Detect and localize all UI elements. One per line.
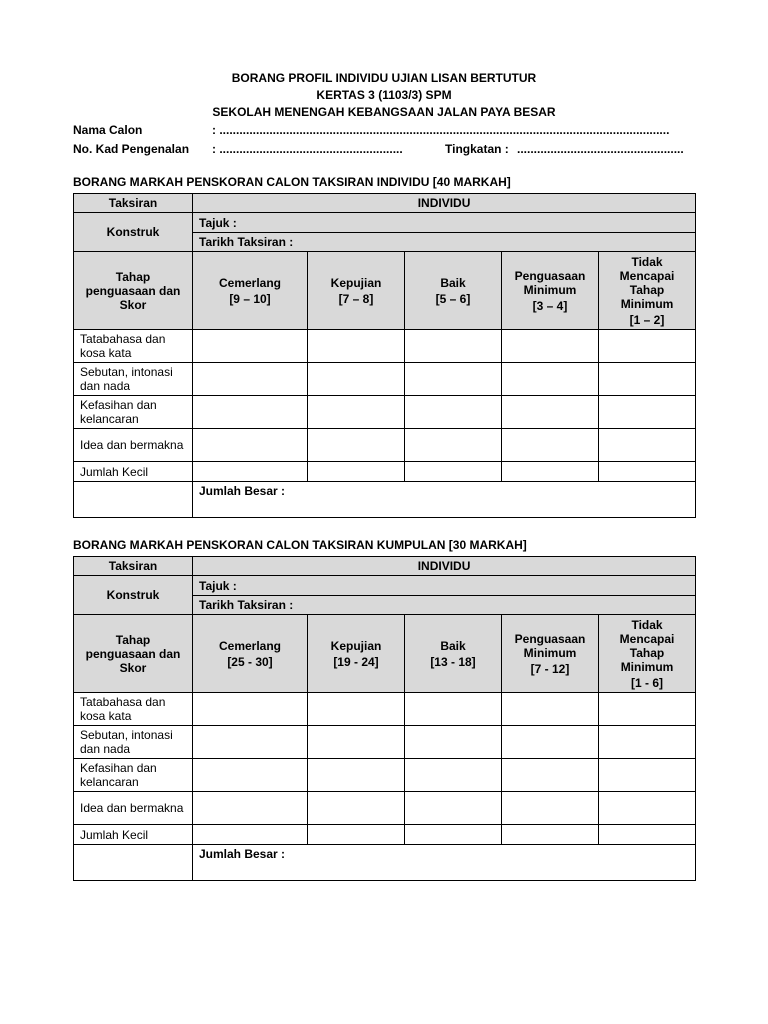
score-cell[interactable]: [193, 330, 308, 363]
score-cell[interactable]: [308, 396, 405, 429]
score-cell[interactable]: [599, 330, 696, 363]
level-tidak-mencapai: Tidak Mencapai Tahap Minimum [1 - 6]: [599, 615, 696, 693]
level-penguasaan-minimum: Penguasaan Minimum [3 – 4]: [502, 252, 599, 330]
header-school: SEKOLAH MENENGAH KEBANGSAAN JALAN PAYA BESAR: [212, 105, 556, 119]
criterion-label: Idea dan bermakna: [74, 429, 193, 462]
level-tidak-mencapai: Tidak Mencapai Tahap Minimum [1 – 2]: [599, 252, 696, 330]
score-cell[interactable]: [405, 825, 502, 845]
score-cell[interactable]: [308, 693, 405, 726]
score-cell[interactable]: [405, 726, 502, 759]
table-row: [74, 792, 696, 825]
table-row: [74, 825, 696, 845]
criterion-label: Kefasihan dan kelancaran: [74, 759, 193, 792]
score-cell[interactable]: [405, 462, 502, 482]
table-row: [74, 462, 696, 482]
score-cell[interactable]: [193, 693, 308, 726]
score-cell[interactable]: [193, 759, 308, 792]
score-cell[interactable]: [599, 396, 696, 429]
score-cell[interactable]: [502, 726, 599, 759]
score-cell[interactable]: [193, 726, 308, 759]
jumlah-kecil-label: Jumlah Kecil: [74, 825, 193, 845]
level-cemerlang: Cemerlang [9 – 10]: [193, 252, 308, 330]
section2-title: BORANG MARKAH PENSKORAN CALON TAKSIRAN KUMPULAN [30 MARKAH]: [73, 538, 527, 552]
criterion-label: Sebutan, intonasi dan nada: [74, 726, 193, 759]
score-cell[interactable]: [599, 363, 696, 396]
score-cell[interactable]: [599, 462, 696, 482]
taksiran-header: Taksiran: [74, 557, 193, 576]
score-cell[interactable]: [599, 759, 696, 792]
group-score-table: [73, 556, 696, 881]
score-cell[interactable]: [405, 759, 502, 792]
document-header: [0, 70, 768, 121]
score-cell[interactable]: [405, 363, 502, 396]
blank-cell: [74, 845, 193, 881]
score-cell[interactable]: [193, 363, 308, 396]
tajuk-field[interactable]: Tajuk :: [193, 576, 696, 596]
score-cell[interactable]: [193, 825, 308, 845]
level-penguasaan-minimum: Penguasaan Minimum [7 - 12]: [502, 615, 599, 693]
score-cell[interactable]: [405, 330, 502, 363]
score-cell[interactable]: [308, 759, 405, 792]
konstruk-header: Konstruk: [74, 213, 193, 252]
taksiran-header: Taksiran: [74, 194, 193, 213]
level-kepujian: Kepujian [19 - 24]: [308, 615, 405, 693]
level-kepujian: Kepujian [7 – 8]: [308, 252, 405, 330]
score-cell[interactable]: [405, 792, 502, 825]
score-cell[interactable]: [193, 396, 308, 429]
score-cell[interactable]: [599, 726, 696, 759]
score-cell[interactable]: [502, 330, 599, 363]
score-cell[interactable]: [502, 396, 599, 429]
level-cemerlang: Cemerlang [25 - 30]: [193, 615, 308, 693]
nama-calon-label: Nama Calon: [73, 123, 143, 137]
jumlah-kecil-label: Jumlah Kecil: [74, 462, 193, 482]
tingkatan-field[interactable]: ..................................................: [517, 142, 684, 156]
tahap-header: Tahap penguasaan dan Skor: [74, 615, 193, 693]
kad-pengenalan-field[interactable]: : .......................................................: [212, 142, 403, 156]
criterion-label: Tatabahasa dan kosa kata: [74, 330, 193, 363]
table-row: [74, 429, 696, 462]
score-cell[interactable]: [502, 363, 599, 396]
score-cell[interactable]: [599, 693, 696, 726]
individu-header: INDIVIDU: [193, 557, 696, 576]
score-cell[interactable]: [308, 330, 405, 363]
jumlah-besar-field[interactable]: Jumlah Besar :: [193, 482, 696, 518]
score-cell[interactable]: [308, 726, 405, 759]
criterion-label: Tatabahasa dan kosa kata: [74, 693, 193, 726]
score-cell[interactable]: [308, 825, 405, 845]
criterion-label: Idea dan bermakna: [74, 792, 193, 825]
score-cell[interactable]: [502, 429, 599, 462]
score-cell[interactable]: [308, 429, 405, 462]
criterion-label: Sebutan, intonasi dan nada: [74, 363, 193, 396]
score-cell[interactable]: [599, 429, 696, 462]
header-title: BORANG PROFIL INDIVIDU UJIAN LISAN BERTUTUR: [231, 71, 537, 85]
tarikh-taksiran-field[interactable]: Tarikh Taksiran :: [193, 596, 696, 615]
tarikh-taksiran-field[interactable]: Tarikh Taksiran :: [193, 233, 696, 252]
tajuk-field[interactable]: Tajuk :: [193, 213, 696, 233]
score-cell[interactable]: [502, 462, 599, 482]
score-cell[interactable]: [405, 693, 502, 726]
tahap-header: Tahap penguasaan dan Skor: [74, 252, 193, 330]
blank-cell: [74, 482, 193, 518]
nama-calon-field[interactable]: : .......................................................................................................................................: [212, 123, 670, 137]
score-cell[interactable]: [405, 396, 502, 429]
table-row: [74, 759, 696, 792]
score-cell[interactable]: [193, 462, 308, 482]
score-cell[interactable]: [502, 825, 599, 845]
score-cell[interactable]: [502, 792, 599, 825]
score-cell[interactable]: [308, 462, 405, 482]
level-baik: Baik [13 - 18]: [405, 615, 502, 693]
table-row: [74, 363, 696, 396]
level-baik: Baik [5 – 6]: [405, 252, 502, 330]
score-cell[interactable]: [308, 792, 405, 825]
individu-header: INDIVIDU: [193, 194, 696, 213]
criterion-label: Kefasihan dan kelancaran: [74, 396, 193, 429]
jumlah-besar-field[interactable]: Jumlah Besar :: [193, 845, 696, 881]
score-cell[interactable]: [502, 693, 599, 726]
header-paper: KERTAS 3 (1103/3) SPM: [316, 88, 452, 102]
score-cell[interactable]: [599, 792, 696, 825]
score-cell[interactable]: [308, 363, 405, 396]
kad-pengenalan-label: No. Kad Pengenalan: [73, 142, 190, 156]
score-cell[interactable]: [599, 825, 696, 845]
individual-score-table: [73, 193, 696, 518]
section1-title: BORANG MARKAH PENSKORAN CALON TAKSIRAN INDIVIDU [40 MARKAH]: [73, 175, 511, 189]
tingkatan-label: Tingkatan :: [445, 142, 509, 156]
table-row: [74, 726, 696, 759]
score-cell[interactable]: [193, 792, 308, 825]
table-row: [74, 396, 696, 429]
score-cell[interactable]: [502, 759, 599, 792]
konstruk-header: Konstruk: [74, 576, 193, 615]
table-row: [74, 330, 696, 363]
score-cell[interactable]: [405, 429, 502, 462]
score-cell[interactable]: [193, 429, 308, 462]
table-row: [74, 693, 696, 726]
